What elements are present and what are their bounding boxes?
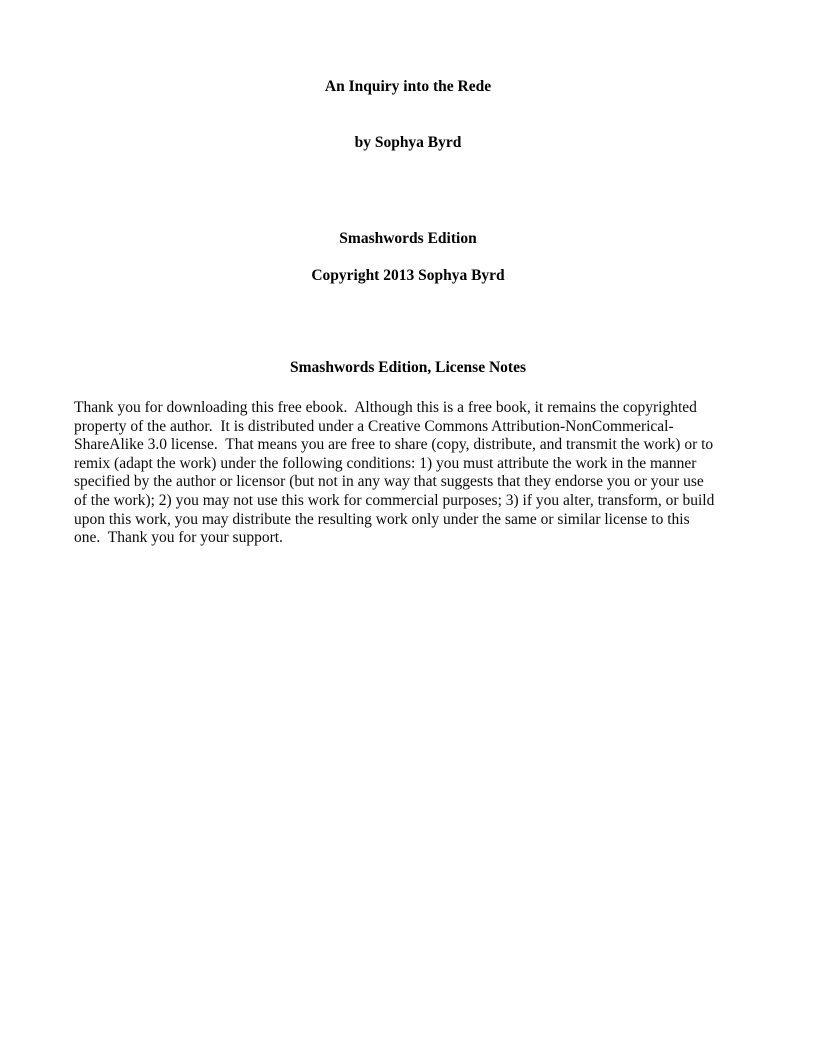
spacer-license-body — [74, 377, 742, 399]
spacer-edition-copyright — [74, 248, 742, 266]
document-content — [74, 0, 742, 548]
spacer-byline-edition — [74, 152, 742, 229]
copyright-heading: Copyright 2013 Sophya Byrd — [311, 267, 505, 284]
spacer-above-title — [74, 0, 742, 77]
license-body-text — [74, 399, 742, 548]
license-line: specified by the author or licensor (but not in any way that suggests that they endorse you or your use — [74, 473, 704, 491]
spacer-copyright-license — [74, 285, 742, 358]
spacer-title-byline — [74, 96, 742, 133]
license-line: property of the author. It is distributed under a Creative Commons Attribution-NonCommerical- — [74, 417, 674, 435]
license-line: ShareAlike 3.0 license. That means you are free to share (copy, distribute, and transmit the work) or to — [74, 436, 714, 454]
license-line: of the work); 2) you may not use this work for commercial purposes; 3) if you alter, transform, or build — [74, 491, 715, 509]
book-title: An Inquiry into the Rede — [324, 78, 492, 95]
book-byline: by Sophya Byrd — [354, 134, 462, 151]
license-line: one. Thank you for your support. — [74, 529, 283, 547]
license-line: upon this work, you may distribute the resulting work only under the same or similar license to this — [74, 510, 690, 528]
license-line: remix (adapt the work) under the following conditions: 1) you must attribute the work in the manner — [74, 454, 697, 472]
license-notes-heading: Smashwords Edition, License Notes — [290, 359, 526, 376]
edition-heading: Smashwords Edition — [339, 230, 477, 247]
license-line: Thank you for downloading this free ebook. Although this is a free book, it remains the copyrighted — [74, 399, 697, 416]
